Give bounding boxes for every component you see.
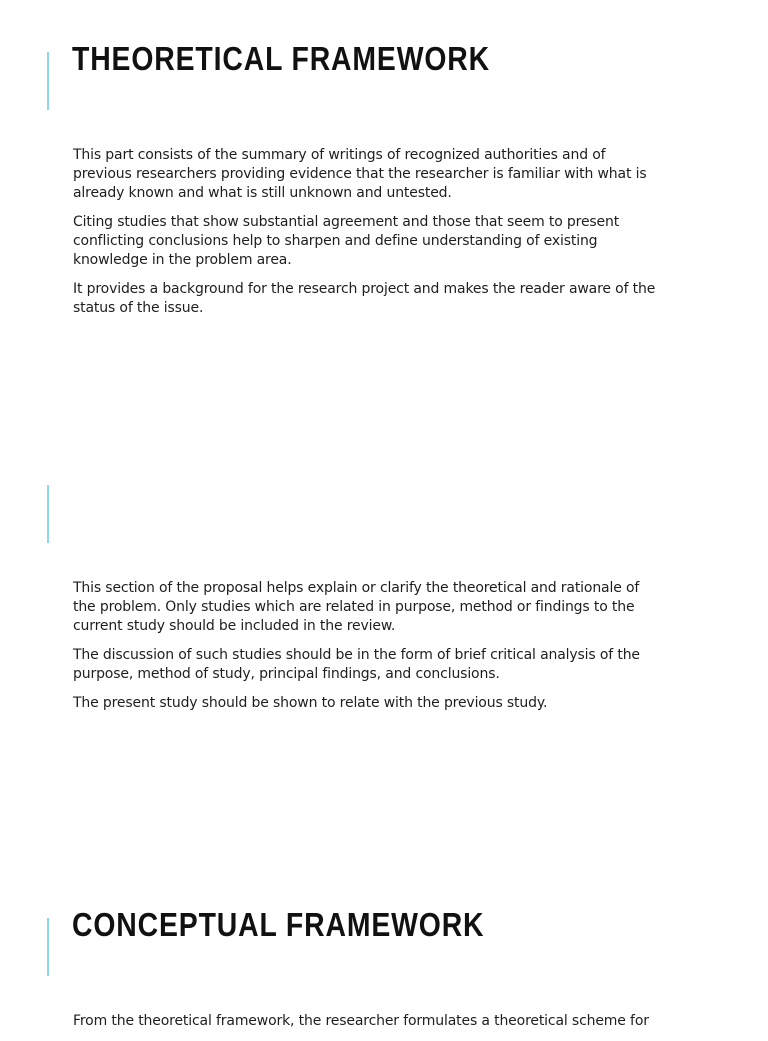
paragraph: This section of the proposal helps explain or clarify the theoretical and rationale of the problem. Only studies which are related in purpose, method or findings to the current study should be included in the review. [73, 580, 640, 634]
paragraph: Citing studies that show substantial agreement and those that seem to present conflicting conclusions help to sharpen and define understanding of existing knowledge in the problem area. [73, 214, 620, 268]
slide-body [73, 1012, 663, 1041]
paragraph: The discussion of such studies should be in the form of brief critical analysis of the purpose, method of study, principal findings, and conclusions. [73, 647, 640, 682]
accent-bar [47, 485, 49, 543]
paragraph: From the theoretical framework, the researcher formulates a theoretical scheme for [73, 1013, 649, 1029]
slide-conceptual-framework [0, 860, 768, 1029]
slide-review-of-literature [0, 420, 768, 860]
slide-title: CONCEPTUAL FRAMEWORK [72, 906, 485, 943]
slide-title: THEORETICAL FRAMEWORK [72, 40, 490, 77]
slide-theoretical-framework [0, 0, 768, 420]
slide-body [73, 579, 663, 723]
paragraph: This part consists of the summary of writings of recognized authorities and of previous researchers providing evidence that the researcher is familiar with what is already known and what is still unknown and untested. [73, 147, 647, 201]
accent-bar [47, 52, 49, 110]
accent-bar [47, 918, 49, 976]
slide-body [73, 146, 663, 328]
paragraph: The present study should be shown to relate with the previous study. [73, 695, 548, 711]
paragraph: It provides a background for the research project and makes the reader aware of the status of the issue. [73, 281, 656, 316]
